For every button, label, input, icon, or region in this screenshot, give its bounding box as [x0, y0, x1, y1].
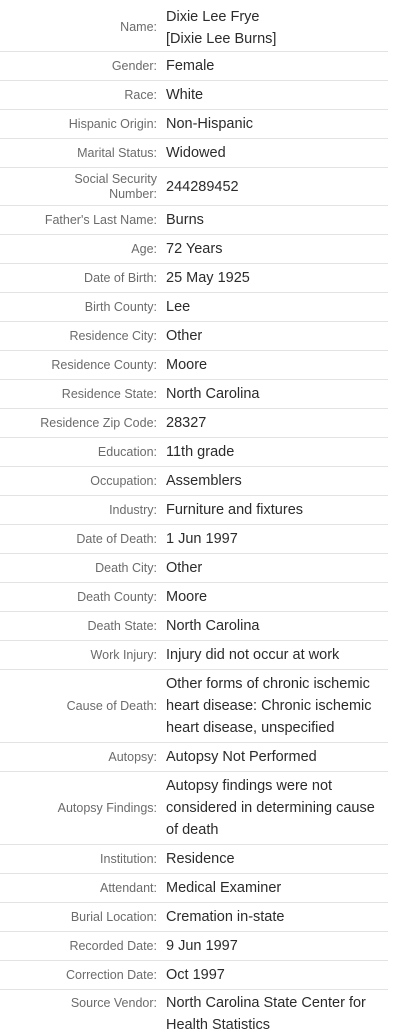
field-label: Residence City: [69, 328, 157, 343]
record-row-education [0, 438, 388, 467]
field-value: Lee [166, 299, 191, 315]
record-row-social-security-number [0, 168, 388, 206]
field-label: Residence Zip Code: [40, 415, 157, 430]
field-value: Moore [166, 357, 208, 373]
record-row-death-state [0, 612, 388, 641]
field-value: Autopsy findings were not considered in determining cause of death [166, 778, 375, 838]
record-row-industry [0, 496, 388, 525]
record-row-residence-city [0, 322, 388, 351]
field-value: Oct 1997 [166, 967, 225, 983]
field-value: Other forms of chronic ischemic heart disease: Chronic ischemic heart disease, unspecified [166, 676, 372, 736]
record-row-death-city [0, 554, 388, 583]
field-value: 1 Jun 1997 [166, 531, 238, 547]
field-label: Gender: [111, 58, 157, 73]
field-value: 72 Years [166, 241, 223, 257]
field-label: Marital Status: [77, 145, 157, 160]
field-label: Education: [97, 444, 157, 459]
field-label: Residence County: [51, 357, 157, 372]
field-label: Name: [120, 20, 157, 34]
field-label: Hispanic Origin: [68, 116, 157, 131]
record-row-occupation [0, 467, 388, 496]
record-row-institution [0, 845, 388, 874]
record-row-residence-state [0, 380, 388, 409]
record-row-fathers-last-name [0, 206, 388, 235]
record-row-correction-date [0, 961, 388, 990]
field-value: Non-Hispanic [166, 116, 254, 132]
field-label: Autopsy: [108, 749, 157, 764]
field-value: North Carolina State Center for Health Statistics [166, 995, 366, 1033]
field-value: Autopsy Not Performed [166, 749, 317, 765]
record-row-race [0, 81, 388, 110]
field-label: Recorded Date: [69, 938, 157, 953]
record-row-birth-county [0, 293, 388, 322]
record-row-burial-location [0, 903, 388, 932]
record-row-death-county [0, 583, 388, 612]
record-row-date-of-birth [0, 264, 388, 293]
field-label: Attendant: [100, 880, 157, 895]
field-value: 28327 [166, 415, 207, 431]
field-label: Date of Birth: [84, 270, 157, 285]
field-value: Dixie Lee Frye [Dixie Lee Burns] [166, 8, 277, 47]
field-value: 25 May 1925 [166, 270, 250, 286]
field-value: North Carolina [166, 386, 260, 402]
field-value: Moore [166, 589, 208, 605]
record-row-source-vendor [0, 990, 388, 1036]
record-row-cause-of-death [0, 670, 388, 743]
field-label: Burial Location: [70, 909, 157, 924]
field-value: 244289452 [166, 178, 239, 195]
field-value: Cremation in-state [166, 909, 285, 925]
record-row-autopsy-findings [0, 772, 388, 845]
record-row-attendant [0, 874, 388, 903]
field-value: Other [166, 560, 203, 576]
field-label: Cause of Death: [66, 698, 157, 713]
field-label: Work Injury: [90, 647, 157, 662]
field-value: Widowed [166, 145, 226, 161]
field-value: White [166, 87, 204, 103]
record-row-hispanic-origin [0, 110, 388, 139]
record-row-date-of-death [0, 525, 388, 554]
field-label: Social Security Number: [74, 171, 157, 201]
field-label: Residence State: [61, 386, 157, 401]
field-value: Residence [166, 851, 235, 867]
field-label: Date of Death: [76, 531, 157, 546]
record-row-residence-zip-code [0, 409, 388, 438]
field-label: Age: [131, 241, 157, 256]
record-row-work-injury [0, 641, 388, 670]
field-label: Correction Date: [65, 967, 157, 982]
field-value: 11th grade [166, 444, 235, 460]
record-row-name [0, 4, 388, 52]
field-value: Medical Examiner [166, 880, 282, 896]
field-label: Death County: [77, 589, 157, 604]
field-label: Autopsy Findings: [57, 800, 157, 815]
field-value: Other [166, 328, 203, 344]
field-value: North Carolina [166, 618, 260, 634]
record-row-marital-status [0, 139, 388, 168]
field-label: Death State: [87, 618, 157, 633]
field-label: Birth County: [84, 299, 157, 314]
field-label: Institution: [100, 851, 157, 866]
field-value: Furniture and fixtures [166, 502, 304, 518]
field-value: Burns [166, 212, 204, 228]
record-row-recorded-date [0, 932, 388, 961]
field-label: Source Vendor: [70, 996, 157, 1010]
record-row-age [0, 235, 388, 264]
field-label: Race: [124, 87, 157, 102]
field-label: Father's Last Name: [44, 212, 157, 227]
field-value: Injury did not occur at work [166, 647, 340, 663]
field-label: Industry: [109, 502, 157, 517]
record-row-autopsy [0, 743, 388, 772]
field-label: Occupation: [90, 473, 157, 488]
record-row-residence-county [0, 351, 388, 380]
field-value: Female [166, 58, 215, 74]
field-label: Death City: [95, 560, 157, 575]
record-row-gender [0, 52, 388, 81]
field-value: 9 Jun 1997 [166, 938, 238, 954]
field-value: Assemblers [166, 473, 242, 489]
